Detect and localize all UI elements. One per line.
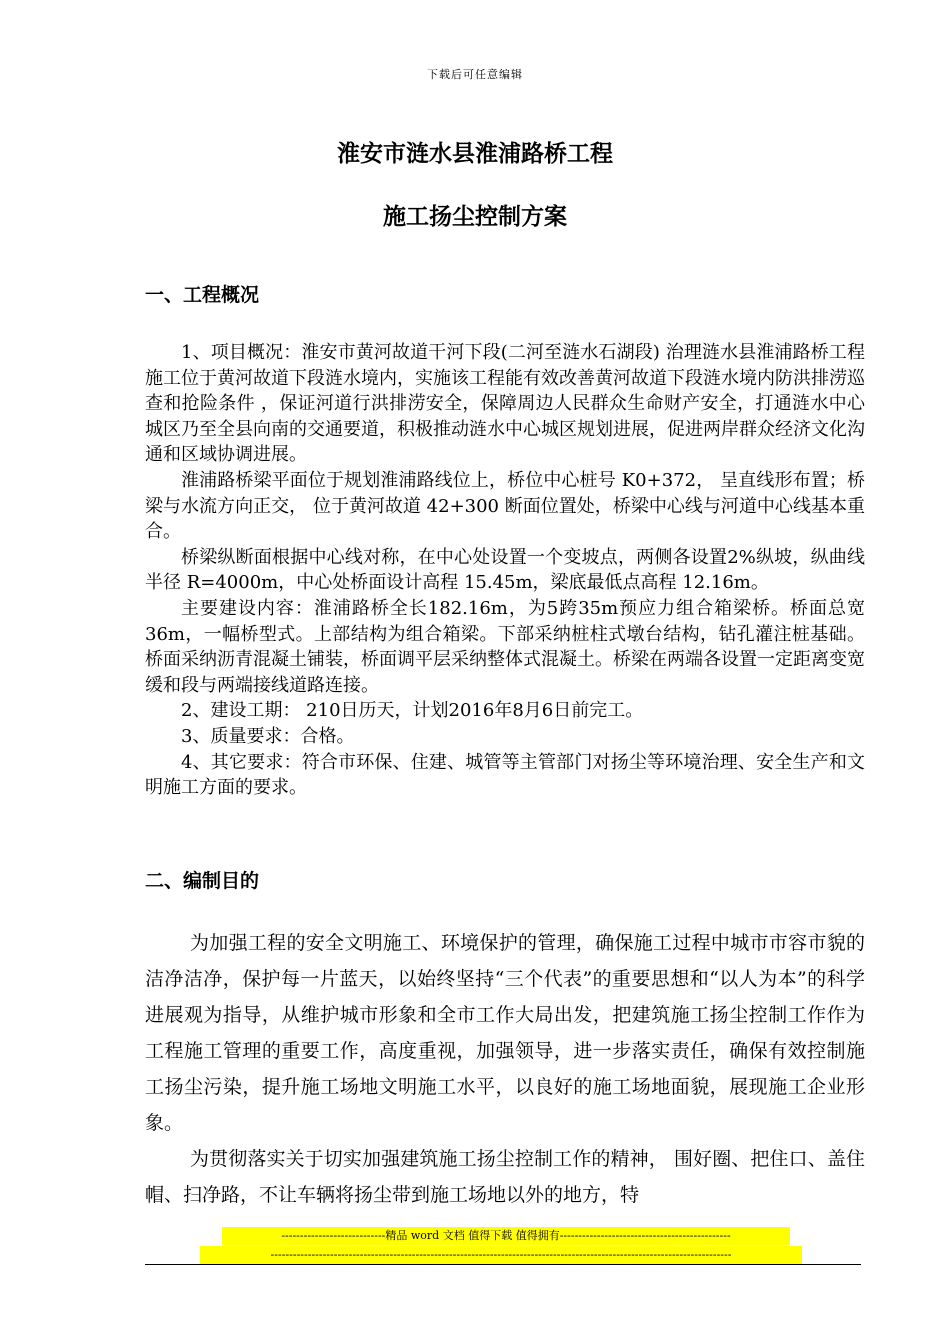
section-heading-overview: 一、工程概况 (145, 284, 260, 306)
paragraph: 1、项目概况：淮安市黄河故道干河下段(二河至涟水石湖段) 治理涟水县淮浦路桥工程施工位于黄河故道下段涟水境内，实施该工程能有效改善黄河故道下段涟水境内防洪排涝巡查和抢险条件 ，保证河道行洪排涝安全，保障周边人民群众生命财产安全，打通涟水中心城区乃至全县向南的交通要道，积极推动涟水中心城区规划进展，促进两岸群众经济文化沟通和区域协调进展。 (145, 342, 865, 466)
paragraph: 为加强工程的安全文明施工、环境保护的管理，确保施工过程中城市市容市貌的洁净洁净，保护每一片蓝天，以始终坚持“三个代表”的重要思想和“以人为本”的科学进展观为指导，从维护城市形象和全市工作大局出发，把建筑施工扬尘控制工作作为工程施工管理的重要工作，高度重视，加强领导，进一步落实责任，确保有效控制施工扬尘污染，提升施工场地文明施工水平，以良好的施工场地面貌，展现施工企业形象。 (145, 932, 865, 1134)
document-title: 淮安市涟水县淮浦路桥工程 (337, 141, 613, 167)
paragraph: 4、其它要求：符合市环保、住建、城管等主管部门对扬尘等环境治理、安全生产和文明施工方面的要求。 (145, 751, 865, 799)
section-body-overview (145, 340, 865, 801)
paragraph: 3、质量要求：合格。 (181, 725, 355, 747)
document-subtitle: 施工扬尘控制方案 (383, 204, 567, 230)
section-body-purpose (145, 925, 865, 1213)
header-note: 下载后可任意编辑 (427, 68, 523, 81)
footer-watermark-line: ----------------------------精品 word 文档 值得下载 值得拥有---------------------------------------------- (222, 1227, 790, 1245)
paragraph: 2、建设工期： 210日历天，计划2016年8月6日前完工。 (181, 700, 644, 722)
paragraph: 淮浦路桥梁平面位于规划淮浦路线位上，桥位中心桩号 K0+372， 呈直线形布置；桥梁与水流方向正交， 位于黄河故道 42+300 断面位置处，桥梁中心线与河道中心线基本重合。 (145, 469, 865, 543)
paragraph: 为贯彻落实关于切实加强建筑施工扬尘控制工作的精神， 围好圈、把住口、盖住帽、扫净路，不让车辆将扬尘带到施工场地以外的地方，特 (145, 1148, 865, 1206)
paragraph: 主要建设内容：淮浦路桥全长182.16m，为5跨35m预应力组合箱梁桥。桥面总宽36m，一幅桥型式。上部结构为组合箱梁。下部采纳桩柱式墩台结构，钻孔灌注桩基础。桥面采纳沥青混凝土铺装，桥面调平层采纳整体式混凝土。桥梁在两端各设置一定距离变宽缓和段与两端接线道路连接。 (145, 597, 865, 696)
footer-rule (145, 1264, 861, 1265)
paragraph: 桥梁纵断面根据中心线对称，在中心处设置一个变坡点，两侧各设置2%纵坡，纵曲线半径 R=4000m，中心处桥面设计高程 15.45m，梁底最低点高程 12.16m。 (145, 546, 865, 594)
section-heading-purpose: 二、编制目的 (145, 870, 260, 892)
footer-dash-line: ---------------------------------------------------------------------------------------------------------------------------- (200, 1246, 802, 1264)
